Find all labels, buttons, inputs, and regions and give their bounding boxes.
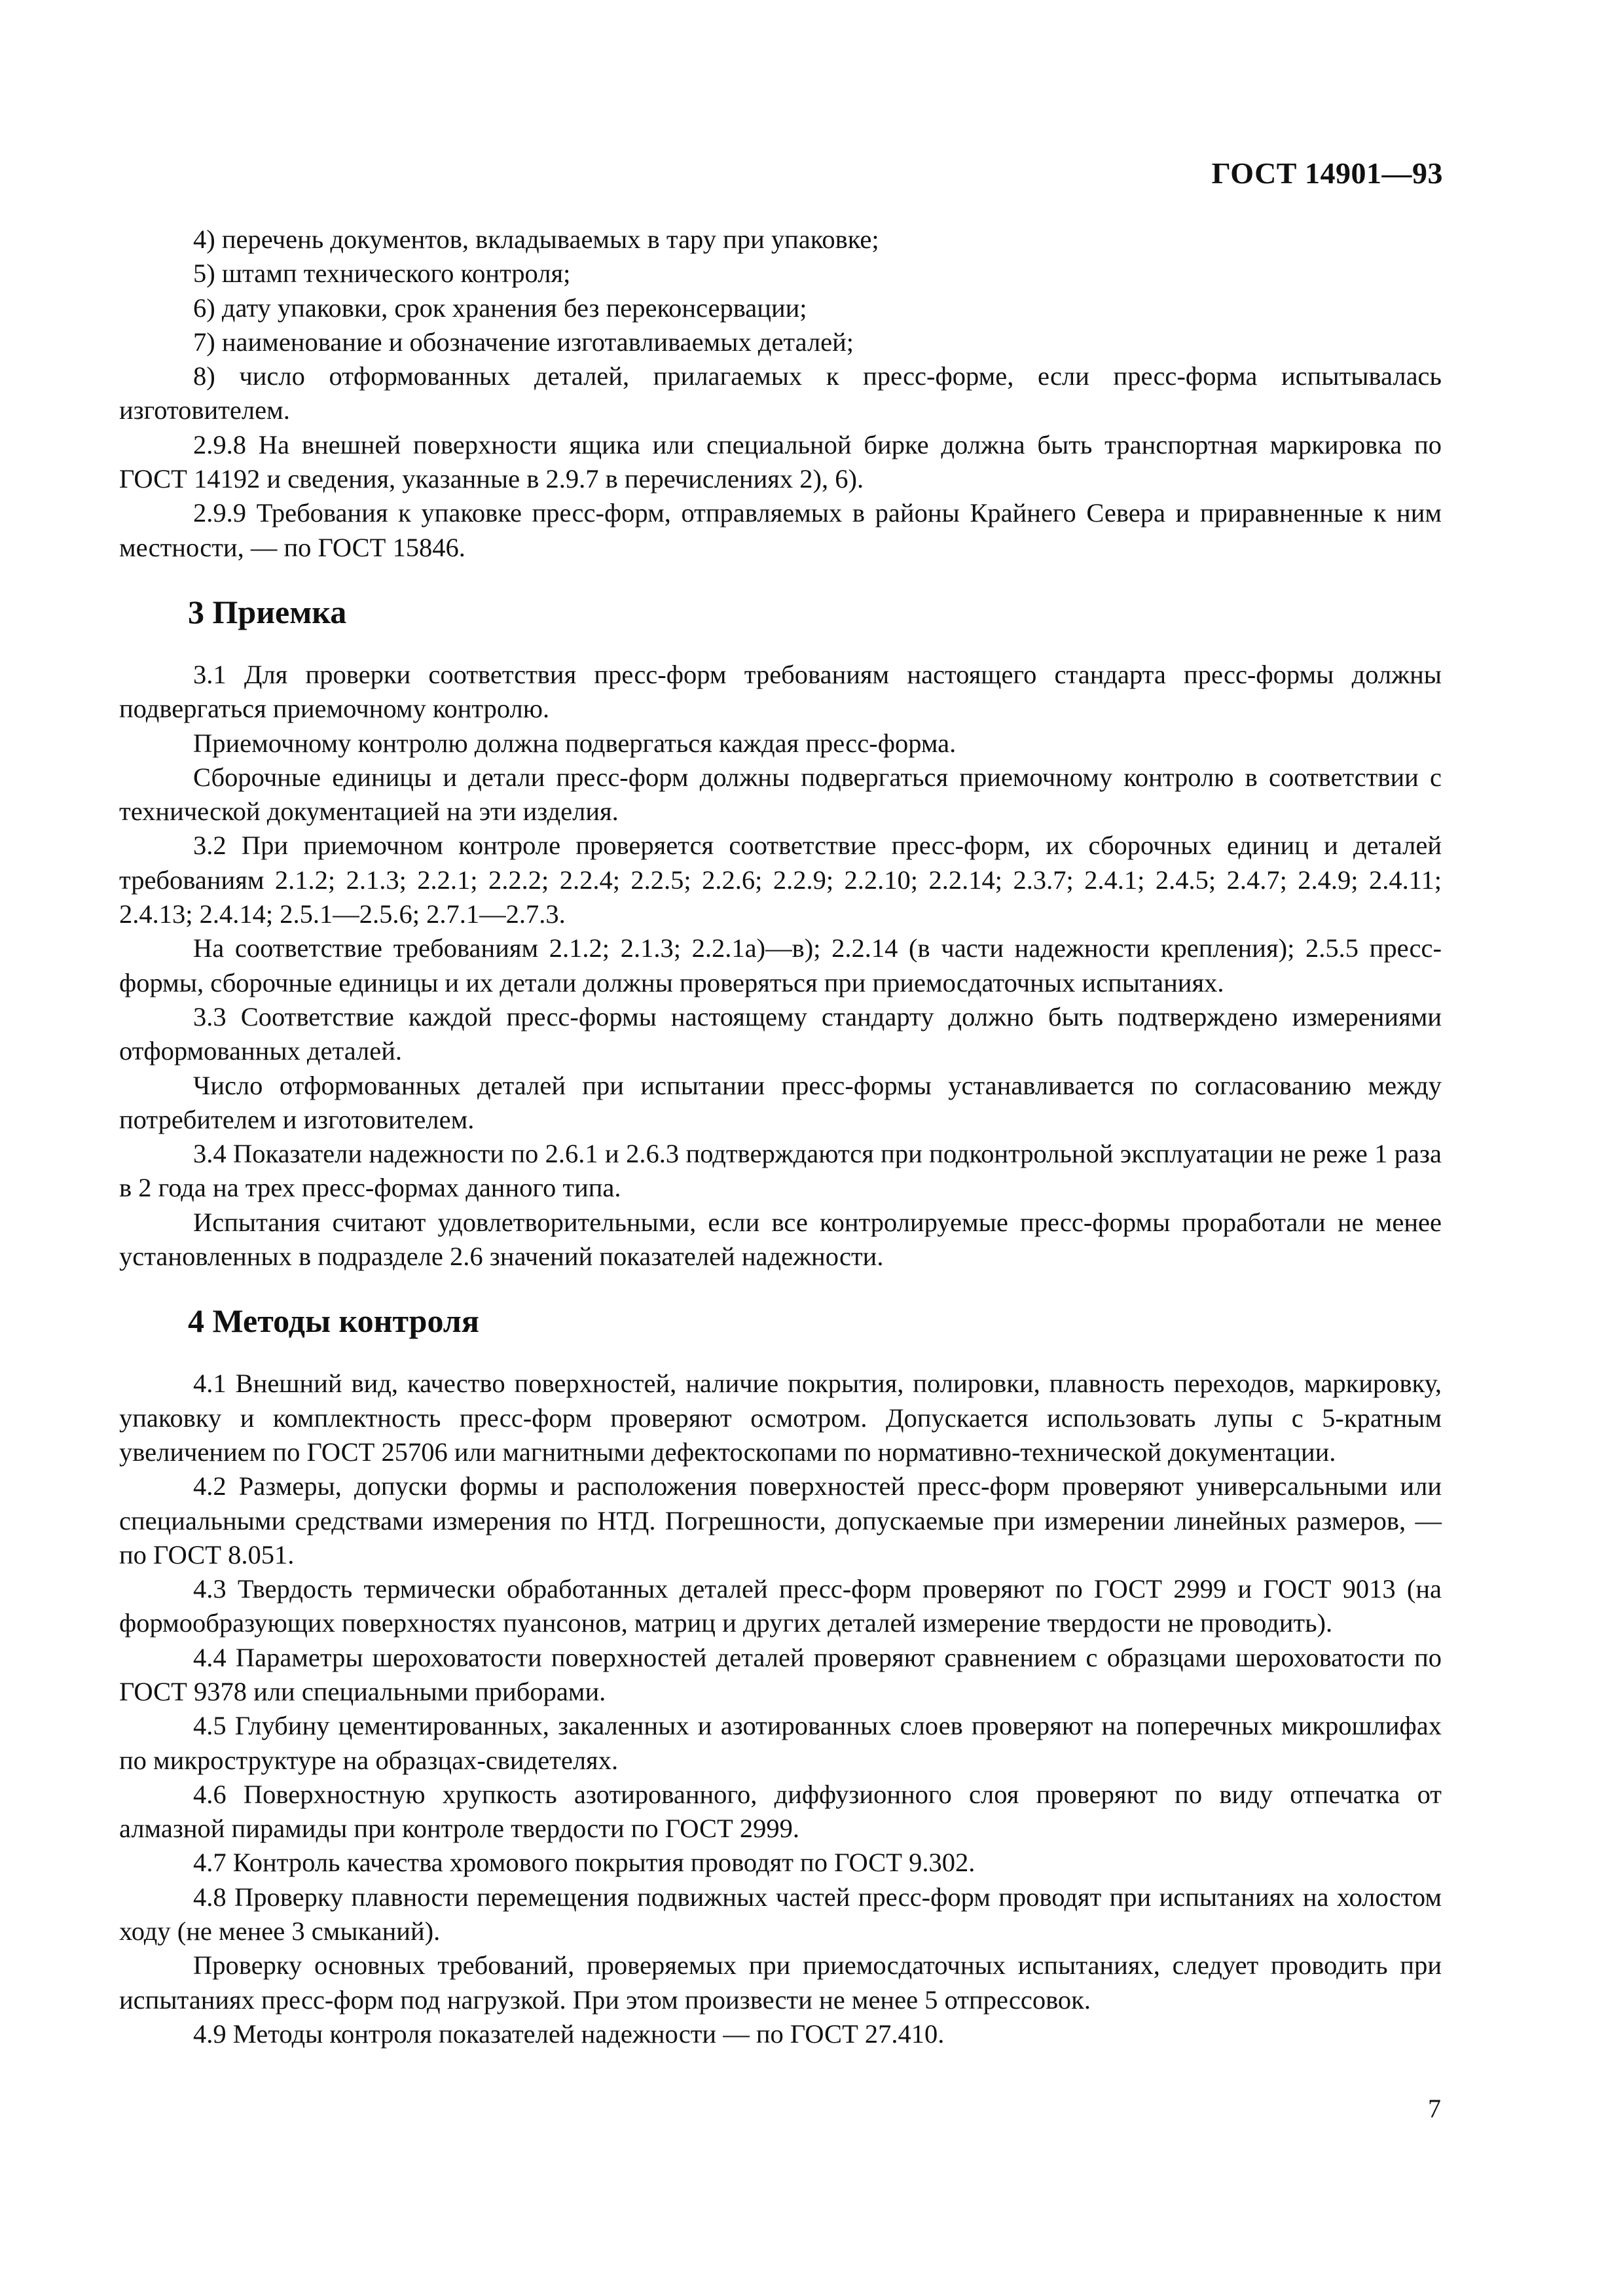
paragraph: 4.3 Твердость термически обработанных деталей пресс-форм проверяют по ГОСТ 2999 и ГОСТ 9013 (на формообразующих поверхностях пуансонов, матриц и других деталей измерение твердости не проводить). bbox=[119, 1574, 1442, 1638]
clause-2-9-8: 2.9.8 На внешней поверхности ящика или специальной бирке должна быть транспортная маркировка по ГОСТ 14192 и сведения, указанные в 2.9.7 в перечислениях 2), 6). bbox=[119, 429, 1442, 494]
paragraph: 4.1 Внешний вид, качество поверхностей, наличие покрытия, полировки, плавность переходов, маркировку, упаковку и комплектность пресс-форм проверяют осмотром. Допускается использовать лупы с 5-кратным увеличением по ГОСТ 25706 или магнитными дефектоскопами по нормативно-технической документации. bbox=[119, 1369, 1442, 1467]
list-item: 7) наименование и обозначение изготавливаемых деталей; bbox=[193, 327, 854, 357]
paragraph: 4.8 Проверку плавности перемещения подвижных частей пресс-форм проводят при испытаниях на холостом ходу (не менее 3 смыканий). bbox=[119, 1882, 1442, 1946]
paragraph: 4.7 Контроль качества хромового покрытия проводят по ГОСТ 9.302. bbox=[193, 1848, 976, 1878]
paragraph: 4.5 Глубину цементированных, закаленных и азотированных слоев проверяют на поперечных микрошлифах по микроструктуре на образцах-свидетелях. bbox=[119, 1711, 1442, 1775]
paragraph: Число отформованных деталей при испытании пресс-формы устанавливается по согласованию между потребителем и изготовителем. bbox=[119, 1070, 1442, 1134]
page-content bbox=[119, 223, 1442, 2051]
list-item: 4) перечень документов, вкладываемых в тару при упаковке; bbox=[193, 224, 879, 254]
clause-2-9-9: 2.9.9 Требования к упаковке пресс-форм, отправляемых в районы Крайнего Севера и приравненные к ним местности, — по ГОСТ 15846. bbox=[119, 498, 1442, 562]
paragraph: 3.3 Соответствие каждой пресс-формы настоящему стандарту должно быть подтверждено измерениями отформованных деталей. bbox=[119, 1001, 1442, 1066]
paragraph: 3.4 Показатели надежности по 2.6.1 и 2.6.3 подтверждаются при подконтрольной эксплуатации не реже 1 раза в 2 года на трех пресс-формах данного типа. bbox=[119, 1139, 1442, 1203]
paragraph: 4.9 Методы контроля показателей надежности — по ГОСТ 27.410. bbox=[193, 2018, 945, 2049]
page-number: 7 bbox=[1428, 2094, 1441, 2123]
paragraph: 4.2 Размеры, допуски формы и расположения поверхностей пресс-форм проверяют универсальными или специальными средствами измерения по НТД. Погрешности, допускаемые при измерении линейных размеров, — по ГОСТ 8.051. bbox=[119, 1471, 1442, 1570]
section-heading-control-methods: 4 Методы контроля bbox=[188, 1302, 479, 1340]
paragraph: Приемочному контролю должна подвергаться каждая пресс-форма. bbox=[193, 728, 957, 758]
list-item: 8) число отформованных деталей, прилагаемых к пресс-форме, если пресс-форма испытывалась изготовителем. bbox=[119, 361, 1442, 425]
list-item: 5) штамп технического контроля; bbox=[193, 259, 571, 289]
section-acceptance-body bbox=[119, 658, 1442, 1274]
document-code-header: ГОСТ 14901—93 bbox=[1211, 156, 1443, 190]
enumeration-list bbox=[119, 223, 1442, 428]
section-heading-acceptance: 3 Приемка bbox=[188, 593, 347, 630]
paragraph: Проверку основных требований, проверяемых при приемосдаточных испытаниях, следует проводить при испытаниях пресс-форм под нагрузкой. При этом произвести не менее 5 отпрессовок. bbox=[119, 1950, 1442, 2015]
paragraph: Испытания считают удовлетворительными, если все контролируемые пресс-формы проработали не менее установленных в подразделе 2.6 значений показателей надежности. bbox=[119, 1207, 1442, 1272]
paragraph: Сборочные единицы и детали пресс-форм должны подвергаться приемочному контролю в соответствии с технической документацией на эти изделия. bbox=[119, 762, 1442, 827]
section-control-methods-body bbox=[119, 1367, 1442, 2051]
paragraph: 3.2 При приемочном контроле проверяется соответствие пресс-форм, их сборочных единиц и деталей требованиям 2.1.2; 2.1.3; 2.2.1; 2.2.2; 2.2.4; 2.2.5; 2.2.6; 2.2.9; 2.2.10; 2.2.14; 2.3.7; 2.4.1; 2.4.5; 2.4.7; 2.4.9; 2.4.11; 2.4.13; 2.4.14; 2.5.1—2.5.6; 2.7.1—2.7.3. bbox=[119, 831, 1442, 929]
paragraph: На соответствие требованиям 2.1.2; 2.1.3; 2.2.1а)—в); 2.2.14 (в части надежности крепления); 2.5.5 пресс-формы, сборочные единицы и их детали должны проверяться при приемосдаточных испытаниях. bbox=[119, 933, 1442, 997]
list-item: 6) дату упаковки, срок хранения без переконсервации; bbox=[193, 293, 807, 323]
paragraph: 4.6 Поверхностную хрупкость азотированного, диффузионного слоя проверяют по виду отпечатка от алмазной пирамиды при контроле твердости по ГОСТ 2999. bbox=[119, 1779, 1442, 1844]
paragraph: 3.1 Для проверки соответствия пресс-форм требованиям настоящего стандарта пресс-формы должны подвергаться приемочному контролю. bbox=[119, 659, 1442, 724]
paragraph: 4.4 Параметры шероховатости поверхностей деталей проверяют сравнением с образцами шероховатости по ГОСТ 9378 или специальными приборами. bbox=[119, 1642, 1442, 1706]
